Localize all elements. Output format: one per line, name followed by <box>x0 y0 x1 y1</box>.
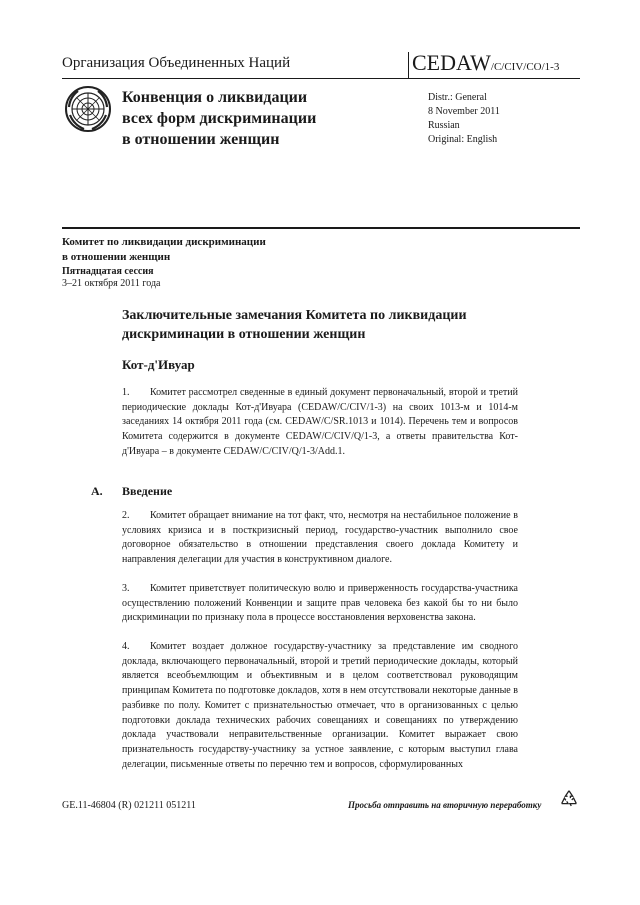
paragraph <box>122 640 518 772</box>
section-number: A. <box>91 484 103 498</box>
convention-title-line: в отношении женщин <box>122 131 280 148</box>
paragraph-text: Комитет воздает должное государству-участнику за представление им сводного доклада, включающего первоначальный, второй и третий периодические доклады, который является всеобъемлющим и объективным и в целом соответствовал руководящим принципам Комитета по подготовке докладов, хотя в нем отсутствовали некоторые данные в разбивке по полу. Комитет с признательностью отмечает, что в организованных с целью подготовки доклада технических рабочих совещаниях и совещаниях по утверждению доклада участвовали неправительственные организации. Комитет выражает свою признательность государству-участнику за устное заявление, с которым выступил глава делегации, письменные ответы по перечню тем и вопросов, сформулированных <box>122 641 518 770</box>
session-dates: 3–21 октября 2011 года <box>62 278 161 289</box>
language: Russian <box>428 120 460 131</box>
header-divider <box>408 52 409 78</box>
section-rule <box>62 227 580 229</box>
paragraph <box>122 582 518 626</box>
convention-title-line: Конвенция о ликвидации <box>122 89 308 106</box>
document-code: GE.11-46804 (R) 021211 051211 <box>62 800 196 811</box>
convention-title-line: всех форм дискриминации <box>122 110 317 127</box>
paragraph-text: Комитет приветствует политическую волю и приверженность государства-участника осуществлению положений Конвенции и защите прав человека без какой бы то ни было дискриминации по признаку пола в процессе восстановления верховенства закона. <box>122 583 518 624</box>
paragraph-number: 2. <box>122 510 130 521</box>
paragraph <box>122 386 518 460</box>
document-title <box>122 306 522 344</box>
original-language: Original: English <box>428 134 498 145</box>
issue-date: 8 November 2011 <box>428 106 500 117</box>
document-title-line: дискриминации в отношении женщин <box>122 327 366 342</box>
section-title: Введение <box>122 484 173 498</box>
paragraph-number: 3. <box>122 583 130 594</box>
symbol-main: CEDAW <box>412 50 491 75</box>
distribution-block <box>428 91 500 147</box>
session: Пятнадцатая сессия <box>62 266 154 277</box>
country-name: Кот-д'Ивуар <box>122 357 195 372</box>
paragraph-text: Комитет рассмотрел сведенные в единый документ первоначальный, второй и третий периодические доклады Кот-д'Ивуара (CEDAW/C/CIV/1-3) на своих 1013-м и 1014-м заседаниях 14 октября 2011 года (см. CEDAW/C/SR.1013 и 1014). Перечень тем и вопросов Комитета содержится в документе CEDAW/C/CIV/Q/1-3, а ответы правительства Кот-д'Ивуара – в документе CEDAW/C/CIV/Q/1-3/Add.1. <box>122 387 518 457</box>
distribution: Distr.: General <box>428 92 487 103</box>
recycle-icon <box>558 788 580 810</box>
symbol-sub: /C/CIV/CO/1-3 <box>490 61 560 73</box>
committee-line: Комитет по ликвидации дискриминации <box>62 236 266 248</box>
paragraph-number: 1. <box>122 387 130 398</box>
header-rule <box>62 78 580 79</box>
convention-title <box>122 87 392 150</box>
committee-name <box>62 235 362 265</box>
paragraph-text: Комитет обращает внимание на тот факт, что, несмотря на нестабильное положение в условиях кризиса и в посткризисный период, государство-участник выполнило свое договорное обязательство в отношении представления своего доклада Комитету и направления делегации для участия в конструктивном диалоге. <box>122 510 518 566</box>
organization-name: Организация Объединенных Наций <box>62 55 291 71</box>
un-emblem-icon <box>64 85 112 133</box>
recycle-note: Просьба отправить на вторичную переработку <box>348 800 542 810</box>
document-title-line: Заключительные замечания Комитета по ликвидации <box>122 308 467 323</box>
committee-line: в отношении женщин <box>62 251 171 263</box>
paragraph <box>122 509 518 568</box>
paragraph-number: 4. <box>122 641 130 652</box>
document-symbol <box>412 52 559 74</box>
